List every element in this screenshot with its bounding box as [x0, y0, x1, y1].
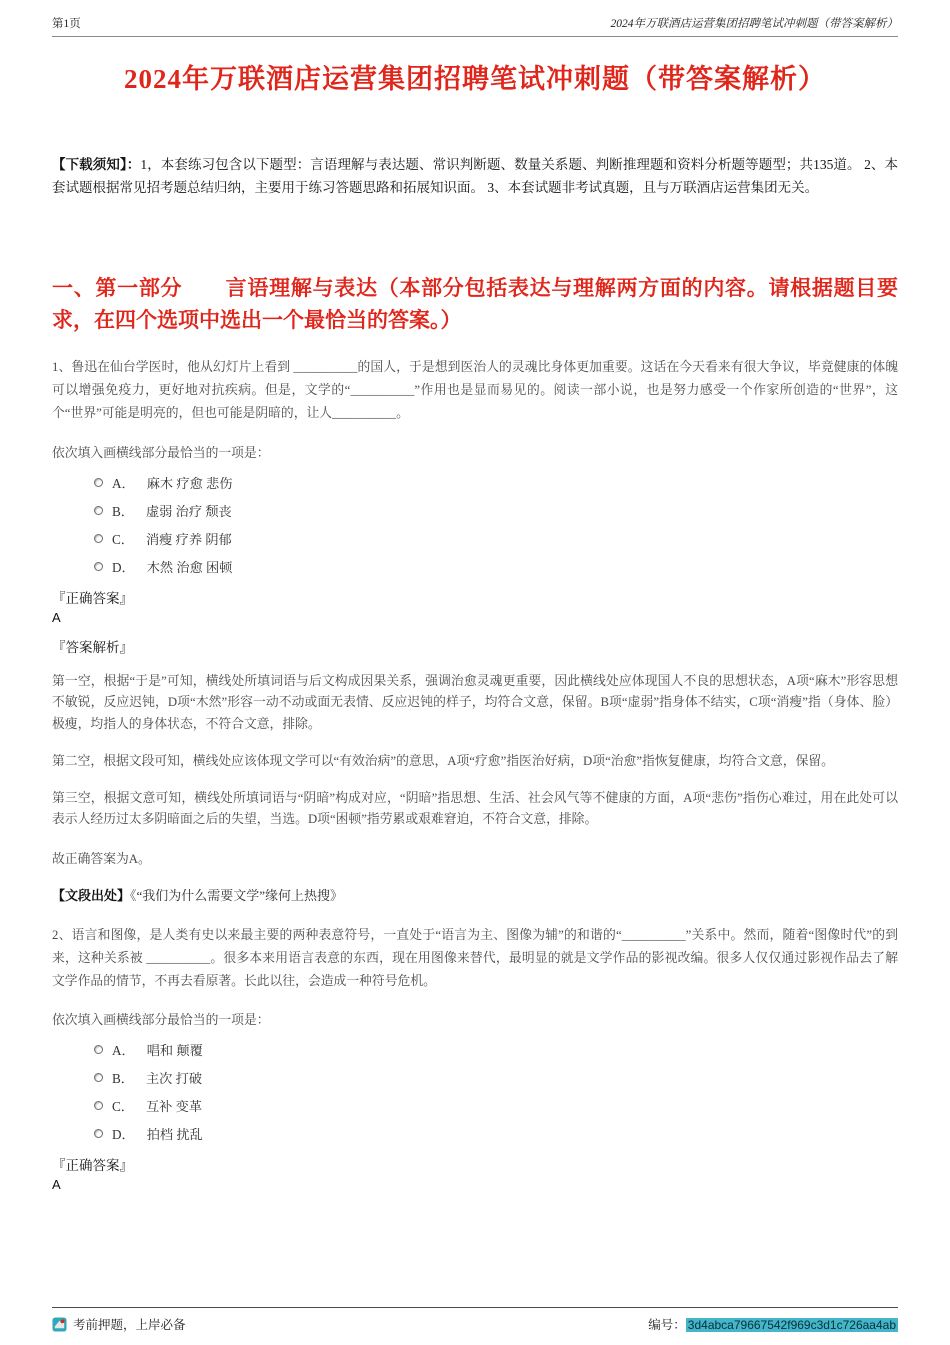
radio-icon[interactable]: [94, 506, 103, 515]
radio-icon[interactable]: [94, 562, 103, 571]
download-notice: [52, 154, 898, 199]
notice-label: 【下载须知】：: [52, 157, 141, 172]
option-text: 主次 打破: [145, 1071, 203, 1087]
question-1-option-a[interactable]: [94, 473, 898, 492]
radio-icon[interactable]: [94, 1101, 103, 1110]
option-letter: B．: [112, 503, 134, 519]
question-2-stem: 2、语言和图像，是人类有史以来最主要的两种表意符号，一直处于“语言为主、图像为辅”的和谐的“__________”关系中。然而，随着“图像时代”的到来，这种关系被 __________。很多本来用语言表意的东西，现在用图像来替代，最明显的就是文学作品的影视改编。很多人仅仅通过影视作品去了解文学作品的情节，不再去看原著。长此以往，会造成一种符号危机。: [52, 928, 898, 988]
correct-answer-value: A: [52, 1177, 61, 1193]
question-1-options: [94, 473, 898, 576]
question-2-option-c[interactable]: [94, 1096, 898, 1115]
question-2-prompt: 依次填入画横线部分最恰当的一项是：: [52, 1013, 270, 1028]
correct-answer-value: A: [52, 609, 61, 625]
option-letter: D．: [112, 559, 135, 575]
page-title: 2024年万联酒店运营集团招聘笔试冲刺题（带答案解析）: [124, 64, 826, 94]
footer-brand: [52, 1315, 186, 1333]
question-2-option-a[interactable]: [94, 1040, 898, 1059]
option-letter: C．: [112, 1099, 134, 1115]
footer-code-area: [648, 1315, 898, 1333]
header-doc-title: 2024年万联酒店运营集团招聘笔试冲刺题（带答案解析）: [610, 18, 898, 30]
option-text: 虚弱 治疗 颓丧: [145, 503, 232, 519]
page-header: [52, 0, 898, 37]
page-footer: [52, 1307, 898, 1333]
notice-body: 1，本套练习包含以下题型：言语理解与表达题、常识判断题、数量关系题、判断推理题和资料分析题等题型；共135道。 2、本套试题根据常见招考题总结归纳，主要用于练习答题思路和拓展知识面。 3、本套试题非考试真题，且与万联酒店运营集团无关。: [52, 157, 898, 195]
option-letter: A．: [112, 475, 135, 491]
option-text: 木然 治愈 困顿: [146, 559, 233, 575]
section-heading: 一、第一部分 言语理解与表达（本部分包括表达与理解两方面的内容。请根据题目要求，在四个选项中选出一个最恰当的答案。）: [52, 276, 898, 332]
question-1-prompt: 依次填入画横线部分最恰当的一项是：: [52, 445, 270, 460]
doc-code-label: 编号：: [648, 1318, 686, 1332]
page-number: 第1页: [52, 18, 81, 30]
question-2: [52, 924, 898, 1192]
analysis-paragraph: 第三空，根据文意可知，横线处所填词语与“阴暗”构成对应，“阴暗”指思想、生活、社会风气等不健康的方面，A项“悲伤”指伤心难过，用在此处可以表示人经历过太多阴暗面之后的失望，当选。D项“困顿”指劳累或艰难窘迫，不符合文意，排除。: [52, 790, 898, 827]
brand-logo-icon: [52, 1317, 67, 1332]
doc-code-value: 3d4abca79667542f969c3d1c726aa4ab: [687, 1318, 896, 1332]
radio-icon[interactable]: [94, 1045, 103, 1054]
radio-icon[interactable]: [94, 534, 103, 543]
source-text: 《“我们为什么需要文学”缘何上热搜》: [130, 888, 344, 904]
analysis-label: 『答案解析』: [52, 639, 133, 655]
correct-answer-label: 『正确答案』: [52, 1158, 133, 1174]
option-text: 消瘦 疗养 阴郁: [145, 531, 232, 547]
analysis-conclusion: 故正确答案为A。: [52, 852, 151, 867]
question-1-option-c[interactable]: [94, 529, 898, 548]
option-text: 拍档 扰乱: [146, 1127, 203, 1143]
passage-source: [52, 885, 898, 904]
question-2-option-d[interactable]: [94, 1124, 898, 1143]
question-1-stem: 1、鲁迅在仙台学医时，他从幻灯片上看到 __________的国人，于是想到医治人的灵魂比身体更加重要。这话在今天看来有很大争议，毕竟健康的体魄可以增强免疫力，更好地对抗疾病。但是，文学的“__________”作用也是显而易见的。阅读一部小说，也是努力感受一个作家所创造的“世界”，这个“世界”可能是明亮的，但也可能是阴暗的，让人__________。: [52, 360, 898, 420]
option-letter: C．: [112, 531, 134, 547]
question-2-options: [94, 1040, 898, 1143]
correct-answer-label: 『正确答案』: [52, 590, 133, 606]
analysis-paragraph: 第二空，根据文段可知，横线处应该体现文学可以“有效治病”的意思，A项“疗愈”指医治好病，D项“治愈”指恢复健康，均符合文意，保留。: [52, 753, 834, 768]
option-letter: A．: [112, 1043, 135, 1059]
radio-icon[interactable]: [94, 1073, 103, 1082]
option-letter: B．: [112, 1071, 134, 1087]
question-1-option-b[interactable]: [94, 501, 898, 520]
question-1: [52, 356, 898, 904]
radio-icon[interactable]: [94, 478, 103, 487]
footer-slogan: 考前押题，上岸必备: [73, 1318, 186, 1332]
option-letter: D．: [112, 1127, 135, 1143]
radio-icon[interactable]: [94, 1129, 103, 1138]
option-text: 互补 变革: [145, 1099, 203, 1115]
option-text: 唱和 颠覆: [146, 1043, 203, 1059]
option-text: 麻木 疗愈 悲伤: [146, 475, 233, 491]
analysis-paragraph: 第一空，根据“于是”可知，横线处所填词语与后文构成因果关系，强调治愈灵魂更重要，因此横线处应体现国人不良的思想状态，A项“麻木”形容思想不敏锐，反应迟钝，D项“木然”形容一动不动或面无表情、反应迟钝的样子，均符合文意，保留。B项“虚弱”指身体不结实，C项“消瘦”指（身体、脸）极瘦，均指人的身体状态，不符合文意，排除。: [52, 673, 898, 732]
question-2-option-b[interactable]: [94, 1068, 898, 1087]
question-1-option-d[interactable]: [94, 557, 898, 576]
source-label: 【文段出处】: [52, 888, 131, 904]
